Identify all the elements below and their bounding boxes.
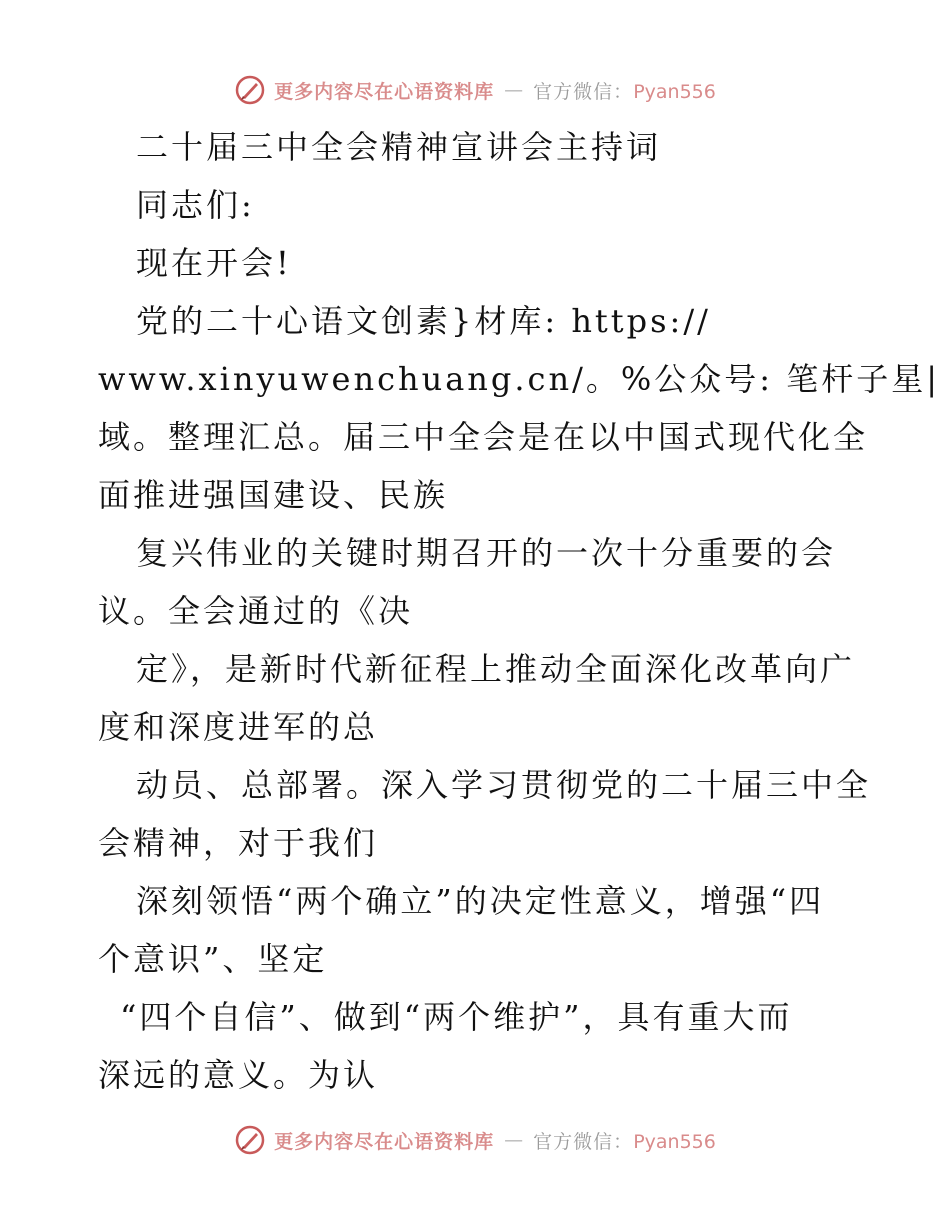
watermark-contact — [533, 77, 716, 104]
watermark-contact-label: 官方微信： — [533, 80, 634, 103]
quill-seal-icon — [234, 1124, 266, 1156]
document-body — [98, 118, 941, 1104]
document-title: 二十届三中全会精神宣讲会主持词 — [136, 128, 662, 166]
text-line: “四个自信”、做到“两个维护”，具有重大而 — [120, 998, 793, 1036]
text-line: www.xinyuwenchuang.cn/。%公众号: 笔杆子星| — [98, 360, 941, 398]
watermark-contact-label: 官方微信： — [533, 1130, 634, 1153]
text-line: 现在开会! — [136, 244, 292, 282]
watermark-contact-id: Pyan556 — [633, 1130, 716, 1153]
text-line: 定》，是新时代新征程上推动全面深化改革向广 — [136, 650, 856, 688]
watermark-text: 更多内容尽在心语资料库 — [274, 80, 495, 103]
header-watermark — [0, 70, 950, 110]
footer-watermark — [0, 1120, 950, 1160]
text-line: 深刻领悟“两个确立”的决定性意义，增强“四 — [136, 882, 825, 920]
text-line: 面推进强国建设、民族 — [98, 476, 449, 514]
text-line: 度和深度进军的总 — [98, 708, 379, 746]
quill-seal-icon — [234, 74, 266, 106]
watermark-separator: — — [504, 1129, 524, 1151]
text-line: 党的二十心语文创素}材库: https:// — [136, 302, 711, 340]
text-line: 域。整理汇总。届三中全会是在以中国式现代化全 — [98, 418, 869, 456]
watermark-text: 更多内容尽在心语资料库 — [274, 1130, 495, 1153]
watermark-contact — [533, 1127, 716, 1154]
salutation: 同志们: — [136, 186, 255, 224]
watermark-contact-id: Pyan556 — [633, 80, 716, 103]
text-line: 会精神，对于我们 — [98, 824, 379, 862]
text-line: 个意识”、坚定 — [98, 940, 328, 978]
text-line: 议。全会通过的《决 — [98, 592, 414, 630]
watermark-separator: — — [504, 79, 524, 101]
text-line: 动员、总部署。深入学习贯彻党的二十届三中全 — [136, 766, 872, 804]
text-line: 深远的意义。为认 — [98, 1056, 379, 1094]
text-line: 复兴伟业的关键时期召开的一次十分重要的会 — [136, 534, 837, 572]
